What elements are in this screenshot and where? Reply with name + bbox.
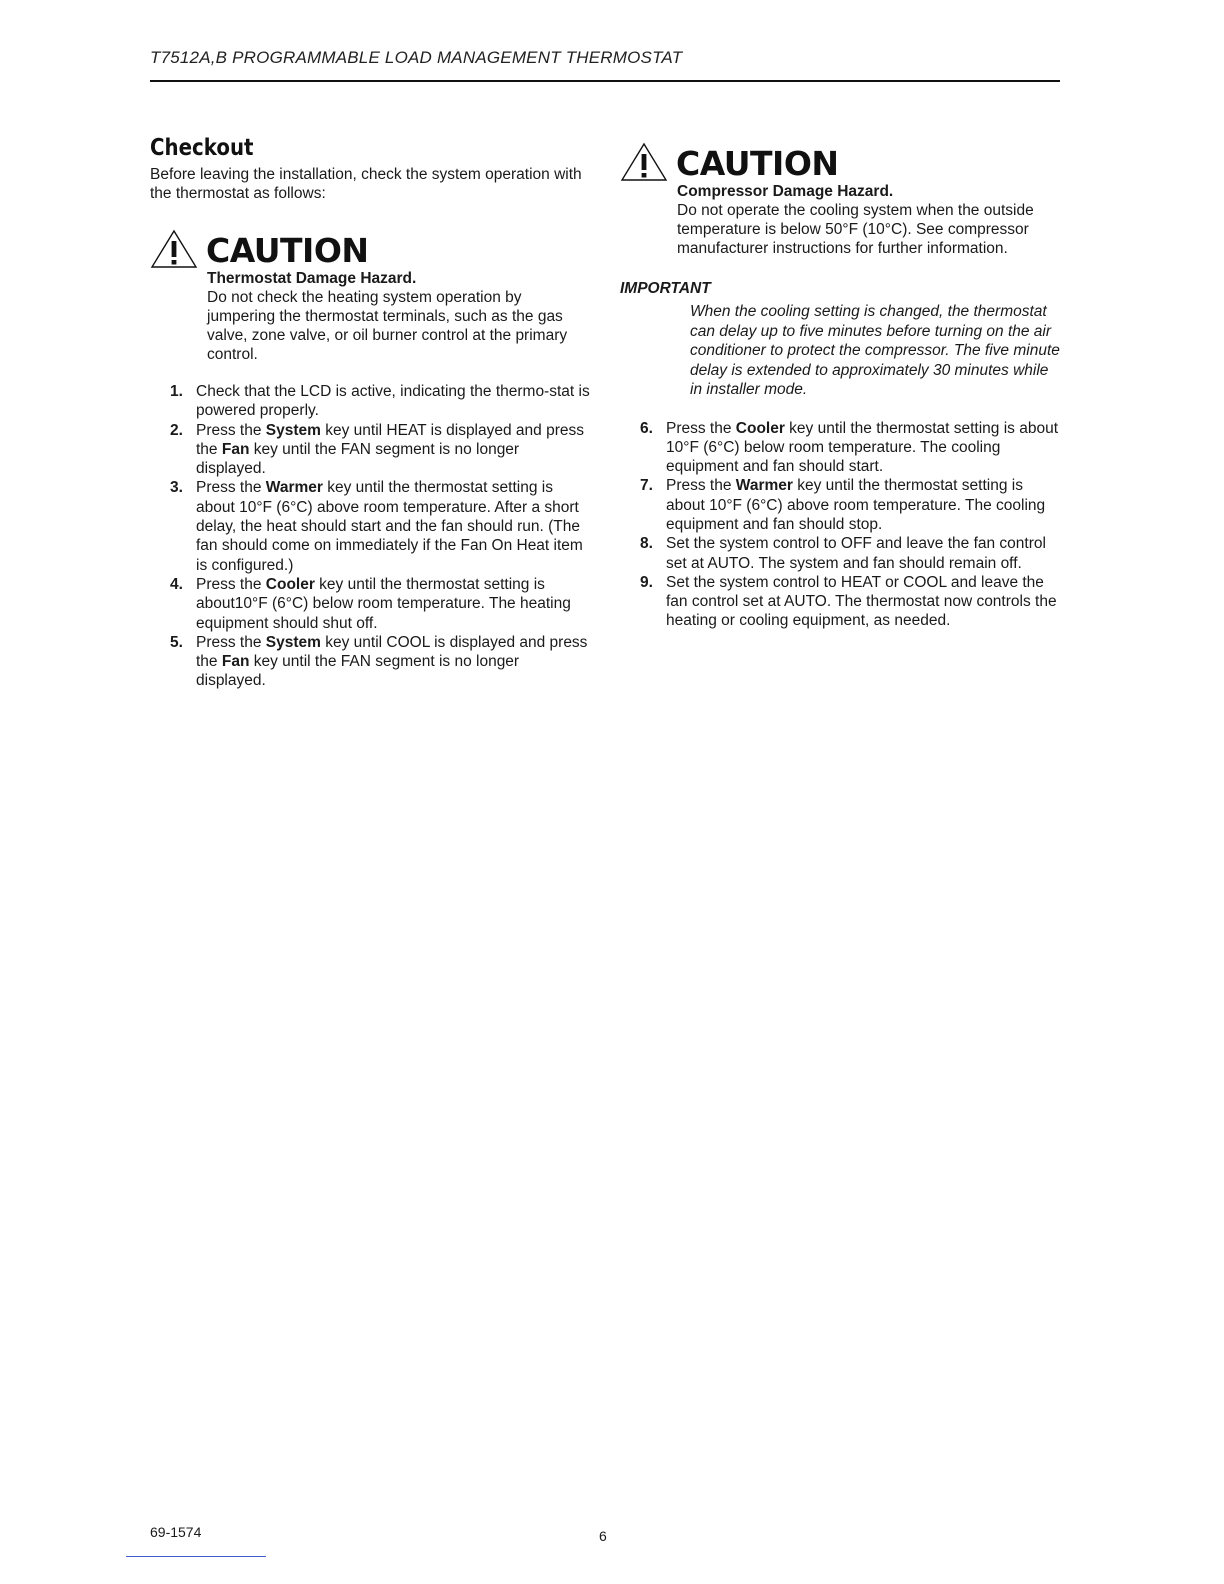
- caution-block-compressor: [620, 138, 1060, 258]
- caution-hazard-title: Compressor Damage Hazard.: [677, 183, 894, 200]
- step-number: 5.: [170, 633, 183, 651]
- list-item: [620, 419, 1060, 477]
- running-header: T7512A,B PROGRAMMABLE LOAD MANAGEMENT THERMOSTAT: [150, 48, 683, 67]
- caution-heading: CAUTION: [676, 144, 839, 183]
- key-name: System: [265, 421, 321, 439]
- step-text: Set the system control to HEAT or COOL and leave the fan control set at AUTO. The thermostat now controls the heating or cooling equipment, as needed.: [666, 573, 1057, 630]
- section-title: Checkout: [150, 135, 254, 161]
- checkout-intro: Before leaving the installation, check the system operation with the thermostat as follows:: [150, 166, 582, 202]
- list-item: [620, 573, 1060, 631]
- important-label: IMPORTANT: [620, 280, 711, 297]
- step-text: key until the thermostat setting is about 10°F (6°C) below room temperature. The cooling equipment and fan should start.: [666, 419, 1058, 476]
- warning-triangle-icon: [620, 142, 668, 182]
- step-text: key until HEAT is displayed and press the: [196, 421, 584, 458]
- step-number: 8.: [640, 535, 653, 553]
- right-column: [620, 138, 1060, 631]
- key-name: Fan: [221, 653, 250, 671]
- step-number: 7.: [640, 477, 653, 495]
- checkout-steps-continued: [620, 419, 1060, 631]
- key-name: System: [265, 633, 321, 651]
- step-text: key until the FAN segment is no longer displayed.: [196, 440, 520, 478]
- step-number: 1.: [170, 383, 183, 400]
- caution-hazard-title: Thermostat Damage Hazard.: [207, 270, 417, 287]
- important-text: When the cooling setting is changed, the thermostat can delay up to five minutes before turning on the air conditioner to protect the compressor. The five minute delay is extended to approximately 30 minutes while in installer mode.: [690, 303, 1060, 398]
- key-name: Cooler: [265, 575, 315, 593]
- step-text: Press the: [666, 419, 736, 437]
- step-text: key until the thermostat setting is about 10°F (6°C) above room temperature. The cooling equipment and fan should stop.: [666, 477, 1046, 533]
- page-number: 6: [599, 1528, 607, 1544]
- list-item: [150, 382, 590, 421]
- key-name: Warmer: [735, 477, 793, 495]
- footer-link-underline: [126, 1556, 266, 1557]
- step-text: Check that the LCD is active, indicating the thermo-stat is powered properly.: [196, 383, 590, 420]
- step-text: key until the FAN segment is no longer displayed.: [196, 653, 520, 690]
- step-number: 9.: [640, 573, 653, 591]
- document-number: 69-1574: [150, 1524, 202, 1540]
- caution-block-thermostat: [150, 225, 590, 364]
- step-number: 6.: [640, 419, 653, 437]
- list-item: [150, 633, 590, 691]
- step-number: 4.: [170, 575, 183, 593]
- key-name: Fan: [221, 440, 250, 458]
- list-item: [620, 476, 1060, 534]
- step-number: 3.: [170, 479, 183, 497]
- key-name: Warmer: [265, 479, 323, 497]
- step-text: Press the: [196, 479, 266, 497]
- header-rule: [150, 80, 1060, 82]
- step-text: key until COOL is displayed and press the: [196, 633, 588, 671]
- key-name: Cooler: [735, 419, 785, 437]
- left-column: [150, 135, 590, 691]
- step-text: key until the thermostat setting is about 10°F (6°C) above room temperature. After a short delay, the heat should start and the fan should run. (The fan should come on immediately if the Fan On Heat item is configured.): [196, 479, 583, 574]
- list-item: [150, 575, 590, 633]
- step-text: Press the: [196, 633, 266, 651]
- caution-heading: CAUTION: [206, 231, 369, 270]
- step-text: Press the: [196, 575, 266, 593]
- caution-text: Do not check the heating system operation by jumpering the thermostat terminals, such as the gas valve, zone valve, or oil burner control at the primary control.: [207, 289, 568, 363]
- list-item: [620, 534, 1060, 573]
- step-text: key until the thermostat setting is about10°F (6°C) below room temperature. The heating equipment should shut off.: [196, 575, 571, 632]
- step-text: Press the: [196, 421, 266, 439]
- list-item: [150, 478, 590, 574]
- warning-triangle-icon: [150, 229, 198, 269]
- checkout-steps: [150, 382, 590, 691]
- list-item: [150, 421, 590, 479]
- caution-text: Do not operate the cooling system when the outside temperature is below 50°F (10°C). See compressor manufacturer instructions for further information.: [677, 202, 1034, 257]
- step-number: 2.: [170, 421, 183, 439]
- step-text: Press the: [666, 477, 736, 495]
- step-text: Set the system control to OFF and leave the fan control set at AUTO. The system and fan should remain off.: [666, 535, 1046, 572]
